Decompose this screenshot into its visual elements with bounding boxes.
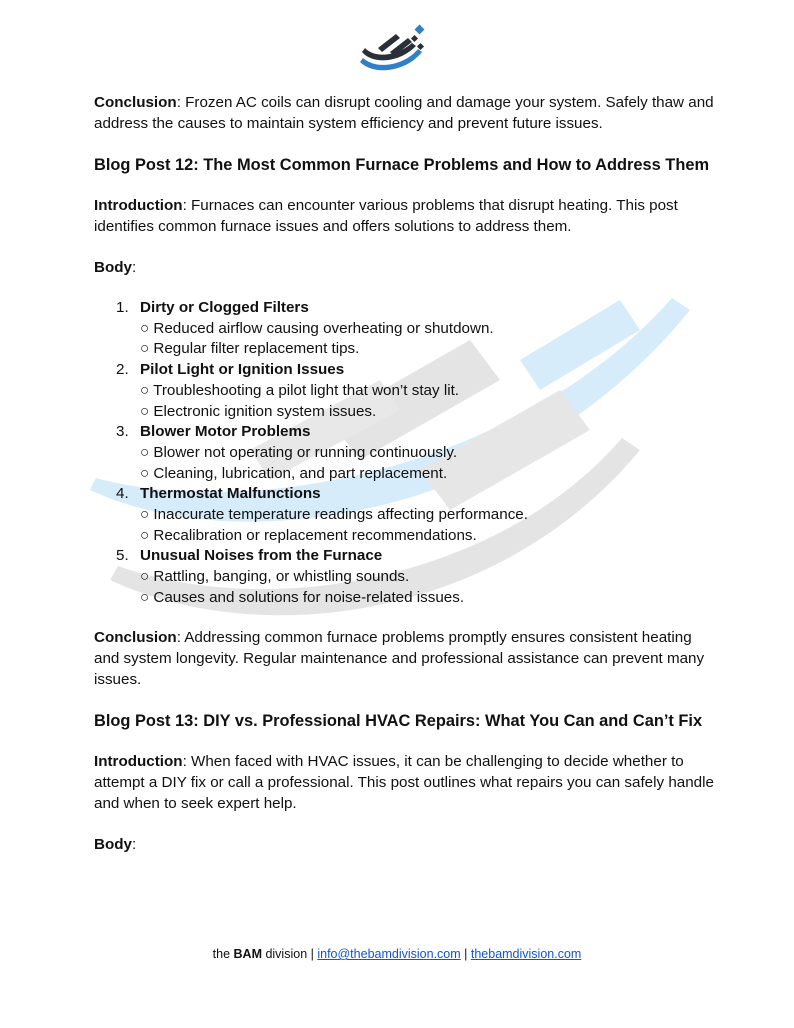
introduction-text: : Furnaces can encounter various problems that disrupt heating. This post identifies common furnace issues and offers solutions to address them. bbox=[94, 197, 678, 235]
list-subitem: ○ Recalibration or replacement recommendations. bbox=[140, 526, 477, 544]
list-subitem: ○ Troubleshooting a pilot light that won’t stay lit. bbox=[140, 381, 460, 399]
bam-logo-icon bbox=[356, 20, 436, 76]
footer-brand: BAM bbox=[233, 947, 262, 961]
document-content bbox=[94, 92, 714, 875]
footer-suffix: division | bbox=[261, 947, 318, 961]
footer-separator: | bbox=[460, 947, 471, 961]
list-subitem: ○ Rattling, banging, or whistling sounds. bbox=[140, 568, 410, 586]
list-subitem: ○ Cleaning, lubrication, and part replacement. bbox=[140, 464, 448, 482]
list-item-title: Unusual Noises from the Furnace bbox=[140, 547, 383, 565]
body-label: Body bbox=[94, 259, 132, 276]
list-number: 4. bbox=[116, 485, 129, 503]
list-item bbox=[94, 484, 714, 546]
post-13-introduction bbox=[94, 751, 714, 814]
list-subitem: ○ Causes and solutions for noise-related issues. bbox=[140, 588, 465, 606]
list-subitem: ○ Inaccurate temperature readings affecting performance. bbox=[140, 506, 528, 524]
furnace-problems-list bbox=[94, 298, 714, 609]
conclusion-label: Conclusion bbox=[94, 628, 177, 646]
list-subitem: ○ Blower not operating or running continuously. bbox=[140, 443, 458, 461]
list-item bbox=[94, 546, 714, 608]
list-number: 1. bbox=[116, 299, 129, 316]
list-subitem: ○ Electronic ignition system issues. bbox=[140, 402, 377, 420]
introduction-text: : When faced with HVAC issues, it can be challenging to decide whether to attempt a DIY fix or call a professional. This post outlines what repairs you can safely handle and when to seek expert help. bbox=[94, 752, 714, 812]
list-subitem: ○ Reduced airflow causing overheating or shutdown. bbox=[140, 319, 494, 337]
introduction-label: Introduction bbox=[94, 752, 183, 770]
body-colon: : bbox=[131, 835, 137, 853]
list-item bbox=[94, 298, 714, 360]
post-12-introduction bbox=[94, 195, 714, 237]
post-12-body-heading bbox=[94, 257, 714, 278]
footer-website-link[interactable]: thebamdivision.com bbox=[470, 947, 582, 961]
post-13-body-heading bbox=[94, 834, 714, 855]
footer-email-link[interactable]: info@thebamdivision.com bbox=[317, 947, 461, 961]
list-item-title: Thermostat Malfunctions bbox=[140, 485, 321, 503]
conclusion-text: : Addressing common furnace problems promptly ensures consistent heating and system longevity. Regular maintenance and professional assistance can prevent many issues. bbox=[94, 628, 705, 688]
list-item-title: Pilot Light or Ignition Issues bbox=[140, 361, 345, 379]
list-subitem: ○ Regular filter replacement tips. bbox=[140, 340, 360, 358]
list-item bbox=[94, 422, 714, 484]
list-item bbox=[94, 360, 714, 422]
list-number: 3. bbox=[116, 423, 129, 441]
post-12-conclusion bbox=[94, 627, 714, 690]
list-number: 2. bbox=[116, 361, 129, 379]
page-footer bbox=[0, 947, 794, 961]
footer-prefix: the bbox=[212, 947, 234, 961]
introduction-label: Introduction bbox=[94, 197, 183, 214]
conclusion-text: : Frozen AC coils can disrupt cooling and damage your system. Safely thaw and address the causes to maintain system efficiency and prevent future issues. bbox=[94, 94, 714, 132]
list-item-title: Blower Motor Problems bbox=[140, 423, 311, 441]
body-colon: : bbox=[131, 259, 137, 276]
conclusion-label: Conclusion bbox=[94, 94, 177, 111]
post-12-title: Blog Post 12: The Most Common Furnace Problems and How to Address Them bbox=[94, 156, 710, 174]
previous-conclusion bbox=[94, 92, 714, 134]
body-label: Body bbox=[94, 835, 132, 853]
post-13-title: Blog Post 13: DIY vs. Professional HVAC Repairs: What You Can and Can’t Fix bbox=[94, 711, 703, 730]
list-item-title: Dirty or Clogged Filters bbox=[140, 299, 309, 316]
list-number: 5. bbox=[116, 547, 129, 565]
